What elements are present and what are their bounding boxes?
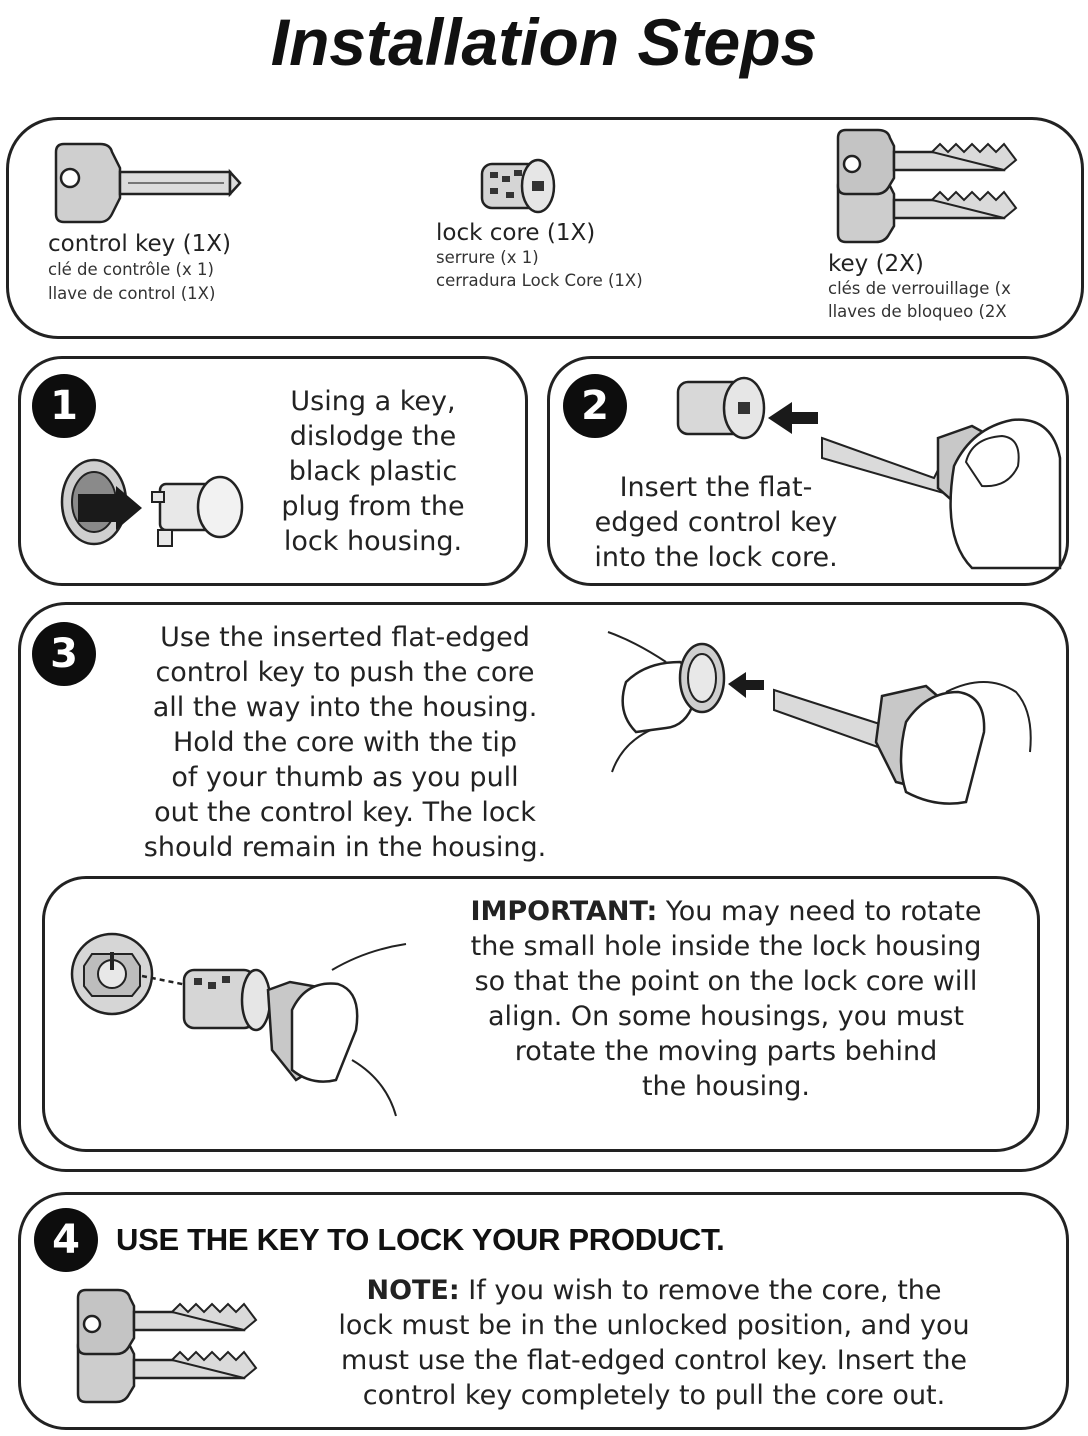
lock-core-label-es: cerradura Lock Core (1X) [436,271,643,290]
step4-heading: USE THE KEY TO LOCK YOUR PRODUCT. [116,1222,725,1257]
control-key-icon [48,140,248,230]
step1-instructions: Using a key, dislodge the black plastic plug from the lock housing. [281,386,465,557]
important-note: IMPORTANT: You may need to rotate the small hole inside the lock housing so that the point on the lock core will align. On some housings, you must rotate the moving parts behind the housing. [470,896,982,1102]
lock-core-icon [470,152,570,222]
step3-badge: 3 [32,622,96,686]
control-key-label-fr: clé de contrôle (x 1) [48,260,214,279]
align-core-icon [66,930,446,1120]
keys-icon [72,1286,272,1406]
step2-instructions: Insert the flat- edged control key into the lock core. [594,472,838,573]
step4-badge: 4 [34,1208,98,1272]
control-key-label-es: llave de control (1X) [48,284,216,303]
plug-removal-icon [58,456,258,556]
page-title: Installation Steps [270,5,818,79]
step3-instructions: Use the inserted flat-edged control key to push the core all the way into the housing. Hold the core with the tip of your thumb as you pull out the control key. The lock should remain in the housing. [143,622,547,863]
keys-label: key (2X) [828,251,924,277]
lock-core-label: lock core (1X) [436,220,596,246]
lock-core-label-fr: serrure (x 1) [436,248,539,267]
keys-label-fr: clés de verrouillage (x [828,279,1011,298]
pull-key-icon [606,622,1036,812]
step1-badge: 1 [32,374,96,438]
step4-note: NOTE: If you wish to remove the core, the lock must be in the unlocked position, and you must use the flat-edged control key. Insert the control key completely to pull the core out. [338,1275,970,1411]
note-label: NOTE: [366,1275,460,1306]
keys-label-es: llaves de bloqueo (2X [828,302,1007,321]
step2-badge: 2 [563,374,627,438]
important-label: IMPORTANT: [470,896,658,927]
two-keys-icon [832,126,1032,246]
control-key-label: control key (1X) [48,231,231,257]
